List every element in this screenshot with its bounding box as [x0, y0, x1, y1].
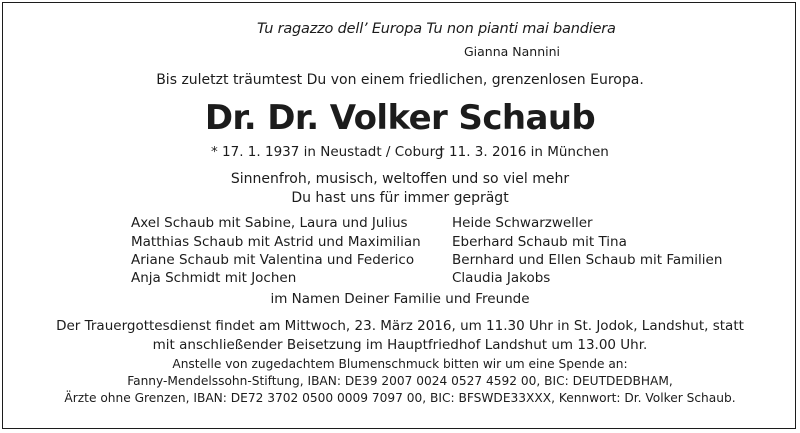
mourner-right-3: Bernhard und Ellen Schaub mit Familien [452, 252, 723, 268]
epitaph-line-1: Sinnenfroh, musisch, weltoffen und so viel mehr [230, 171, 570, 187]
donation-line-1: Anstelle von zugedachtem Blumenschmuck bitten wir um eine Spende an: [172, 357, 628, 371]
mourner-right-2: Eberhard Schaub mit Tina [452, 234, 627, 250]
quote-author: Gianna Nannini [463, 44, 560, 59]
epitaph-line-2: Du hast uns für immer geprägt [291, 190, 509, 206]
donation-line-2: Fanny-Mendelssohn-Stiftung, IBAN: DE39 2007 0024 0527 4592 00, BIC: DEUTDEDBHAM, [127, 374, 673, 388]
death-date: † 11. 3. 2016 in München [438, 144, 609, 160]
service-line-1: Der Trauergottesdienst findet am Mittwoch, 23. März 2016, um 11.30 Uhr in St. Jodok, Landshut, statt [56, 318, 744, 334]
lead-text: Bis zuletzt träumtest Du von einem friedlichen, grenzenlosen Europa. [156, 72, 644, 88]
quote-text: Tu ragazzo dell’ Europa Tu non pianti mai bandiera [257, 21, 616, 37]
donation-line-3: Ärzte ohne Grenzen, IBAN: DE72 3702 0500 0009 7097 00, BIC: BFSWDE33XXX, Kennwort: Dr. Volker Schaub. [64, 391, 736, 405]
mourner-left-1: Axel Schaub mit Sabine, Laura und Julius [131, 215, 408, 231]
deceased-name: Dr. Dr. Volker Schaub [204, 98, 596, 138]
life-dates [0, 144, 800, 164]
birth-date: * 17. 1. 1937 in Neustadt / Coburg [211, 144, 444, 160]
mourner-left-3: Ariane Schaub mit Valentina und Federico [131, 252, 415, 268]
family-line: im Namen Deiner Familie und Freunde [270, 291, 530, 307]
mourner-right-4: Claudia Jakobs [452, 270, 551, 286]
mourner-right-1: Heide Schwarzweller [452, 215, 593, 231]
service-line-2: mit anschließender Beisetzung im Hauptfriedhof Landshut um 13.00 Uhr. [152, 337, 648, 353]
mourner-left-4: Anja Schmidt mit Jochen [131, 270, 297, 286]
mourner-left-2: Matthias Schaub mit Astrid und Maximilian [131, 234, 421, 250]
